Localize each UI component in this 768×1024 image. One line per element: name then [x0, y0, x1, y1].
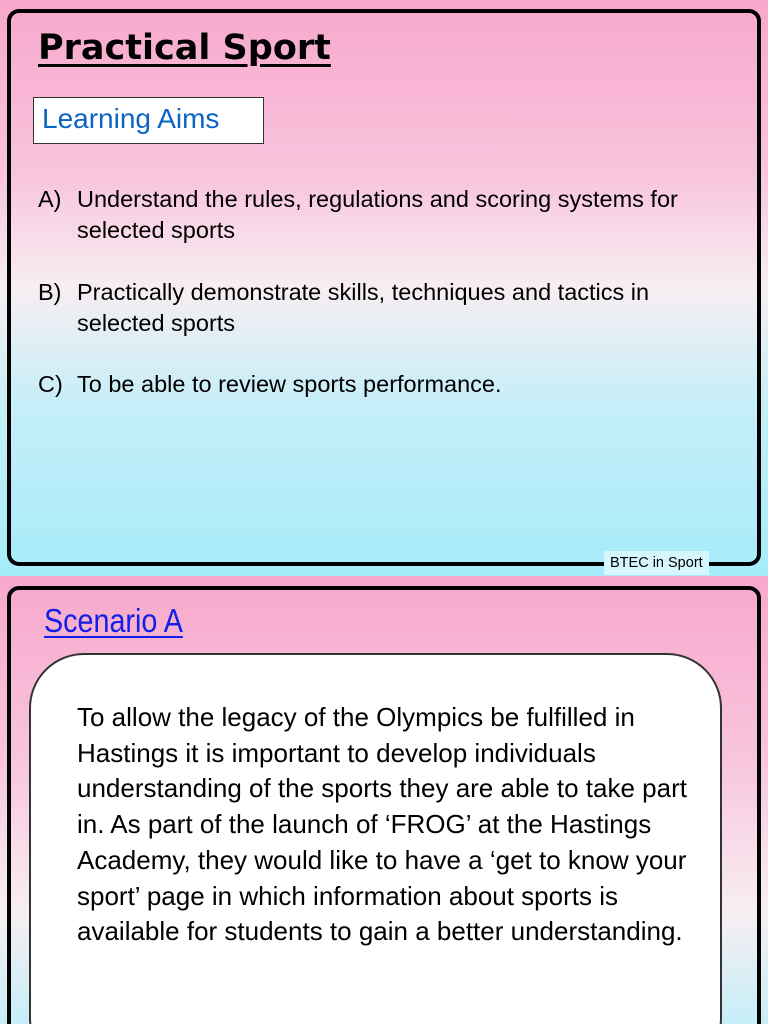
slide-title: Practical Sport — [38, 28, 331, 68]
slide-footer: BTEC in Sport — [604, 551, 709, 575]
aim-letter: A) — [38, 186, 62, 212]
aim-item-b — [38, 277, 728, 339]
slide-scenario-a — [0, 576, 768, 1024]
scenario-title-link[interactable]: Scenario A — [44, 602, 183, 639]
aim-item-a — [38, 184, 728, 246]
aim-text: Practically demonstrate skills, techniques and tactics in selected sports — [77, 279, 650, 336]
aim-item-c — [38, 369, 728, 400]
aim-text: To be able to review sports performance. — [77, 371, 502, 397]
aim-letter: B) — [38, 279, 62, 305]
aim-text: Understand the rules, regulations and scoring systems for selected sports — [77, 186, 678, 243]
aim-letter: C) — [38, 371, 63, 397]
learning-aims-heading: Learning Aims — [33, 97, 264, 144]
scenario-body-text: To allow the legacy of the Olympics be fulfilled in Hastings it is important to develop individuals understanding of the sports they are able to take part in. As part of the launch of ‘FROG’ at the Hastings Academy, they would like to have a ‘get to know your sport’ page in which information about sports is available for students to gain a better understanding. — [77, 702, 687, 947]
